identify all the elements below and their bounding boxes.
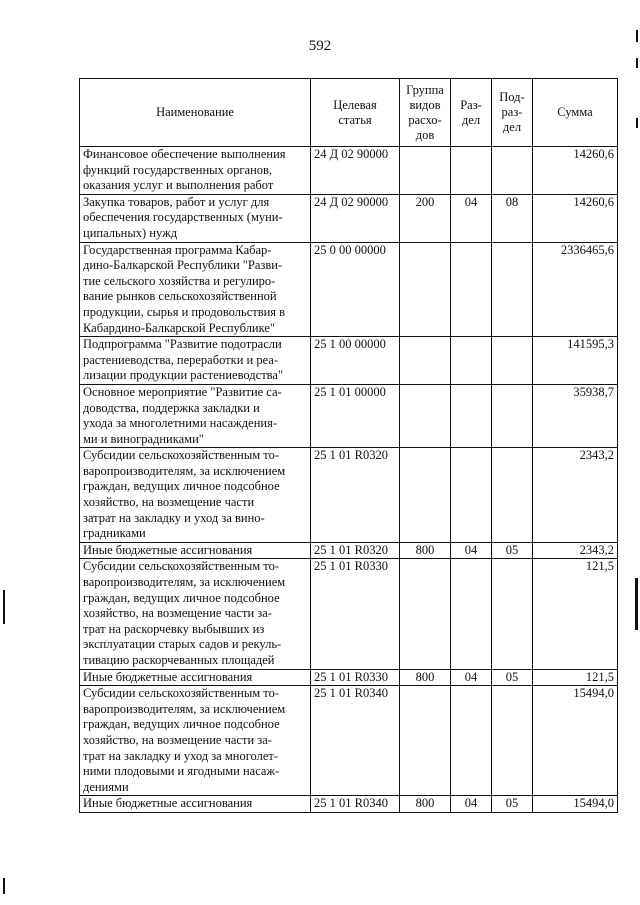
table-body [80,147,618,813]
scan-edge-mark [3,878,5,894]
cell-name-line: растениеводства, переработки и реа- [83,352,279,367]
cell-name-line: Финансовое обеспечение выполнения [83,147,286,161]
cell-name [80,669,311,686]
cell-name-line: доводства, поддержка закладки и [83,400,260,415]
cell-group: 200 [400,194,451,242]
cell-name-line: варопроизводителям, за исключением [83,701,286,716]
cell-group [400,384,451,447]
cell-section [451,448,492,543]
cell-name-line: трат на раскорчевку выбывших из [83,621,265,636]
cell-sum: 2343,2 [533,542,618,559]
cell-article: 25 1 01 R0340 [311,796,400,813]
cell-article: 25 1 01 R0330 [311,559,400,669]
scan-edge-mark [636,58,638,68]
cell-section [451,559,492,669]
budget-table [79,78,618,813]
header-article [311,79,400,147]
cell-sum: 121,5 [533,669,618,686]
cell-subsection [492,147,533,195]
cell-name-line: тие сельского хозяйства и регулиро- [83,273,276,288]
cell-name-line: Субсидии сельскохозяйственным то- [83,559,279,574]
cell-name-line: граждан, ведущих личное подсобное [83,590,280,605]
cell-subsection: 05 [492,669,533,686]
cell-section: 04 [451,669,492,686]
cell-name [80,796,311,813]
cell-name [80,384,311,447]
header-subsection-line: дел [502,120,522,134]
cell-name-line: граждан, ведущих личное подсобное [83,717,280,732]
cell-name-line: граждан, ведущих личное подсобное [83,479,280,494]
cell-group [400,686,451,796]
header-article-line: Целевая [333,97,377,112]
cell-subsection: 05 [492,796,533,813]
cell-group: 800 [400,669,451,686]
cell-sum: 14260,6 [533,147,618,195]
cell-subsection [492,384,533,447]
cell-name-line: Иные бюджетные ассигнования [83,796,253,811]
cell-group [400,337,451,385]
cell-article: 25 1 01 00000 [311,384,400,447]
cell-subsection [492,448,533,543]
header-group-line: Группа [406,82,444,97]
scan-edge-mark [636,118,638,128]
cell-subsection [492,337,533,385]
cell-section [451,337,492,385]
cell-name [80,242,311,337]
cell-group: 800 [400,542,451,559]
cell-name-line: хозяйство, на возмещение части за- [83,732,272,747]
cell-name-line: тивацию раскорчеванных площадей [83,653,275,667]
table-row [80,194,618,242]
cell-name-line: трат на закладку и уход за многолет- [83,748,279,763]
cell-name-line: Иные бюджетные ассигнования [83,669,253,684]
cell-name-line: варопроизводителям, за исключением [83,575,286,590]
cell-subsection [492,686,533,796]
cell-name-line: дениями [83,779,129,794]
table-row [80,796,618,813]
header-sum: Сумма [533,79,618,147]
cell-group: 800 [400,796,451,813]
cell-article: 25 1 00 00000 [311,337,400,385]
cell-name-line: хозяйство, на возмещение части за- [83,606,272,621]
cell-name-line: ухода за многолетними насаждения- [83,416,277,431]
header-row [80,79,618,147]
cell-article: 25 0 00 00000 [311,242,400,337]
cell-sum: 121,5 [533,559,618,669]
cell-name-line: ними плодовыми и ягодными насаж- [83,764,280,779]
header-article-line: статья [338,112,372,127]
cell-name-line: дино-Балкарской Республики "Разви- [83,258,283,273]
header-subsection-line: Под- [499,90,525,104]
cell-sum: 2343,2 [533,448,618,543]
cell-name-line: Государственная программа Кабар- [83,242,272,257]
cell-sum: 2336465,6 [533,242,618,337]
cell-name [80,194,311,242]
scan-edge-mark [635,578,638,630]
page-number: 592 [308,38,332,54]
cell-article: 24 Д 02 90000 [311,194,400,242]
cell-name-line: лизации продукции растениеводства" [83,368,284,383]
table-row [80,542,618,559]
cell-name-line: варопроизводителям, за исключением [83,463,286,478]
header-name: Наименование [80,79,311,147]
cell-section: 04 [451,796,492,813]
header-group-line: расхо- [408,112,442,127]
header-section-line: дел [461,112,481,127]
header-subsection-line: раз- [501,105,523,119]
table-row [80,384,618,447]
cell-group [400,448,451,543]
cell-sum: 14260,6 [533,194,618,242]
cell-name-line: оказания услуг и выполнения работ [83,178,274,193]
cell-article: 25 1 01 R0340 [311,686,400,796]
table-row [80,242,618,337]
scan-edge-mark [636,30,638,42]
cell-name-line: градниками [83,526,146,541]
table-row [80,559,618,669]
cell-name [80,542,311,559]
cell-name-line: ципальных) нужд [83,225,178,240]
cell-group [400,147,451,195]
header-section [451,79,492,147]
cell-group [400,559,451,669]
cell-name [80,686,311,796]
cell-section [451,686,492,796]
cell-name [80,337,311,385]
cell-name-line: Подпрограмма "Развитие подотрасли [83,337,282,352]
table-row [80,337,618,385]
header-group-line: дов [415,127,435,142]
cell-section [451,242,492,337]
cell-name-line: Субсидии сельскохозяйственным то- [83,686,279,701]
cell-name-line: Субсидии сельскохозяйственным то- [83,448,279,463]
cell-name-line: затрат на закладку и уход за вино- [83,510,265,525]
header-subsection [492,79,533,147]
cell-section: 04 [451,542,492,559]
table-row [80,686,618,796]
scan-edge-mark [3,590,5,624]
cell-article: 25 1 01 R0320 [311,542,400,559]
cell-article: 24 Д 02 90000 [311,147,400,195]
cell-sum: 141595,3 [533,337,618,385]
table-row [80,448,618,543]
cell-sum: 15494,0 [533,796,618,813]
cell-sum: 15494,0 [533,686,618,796]
cell-article: 25 1 01 R0320 [311,448,400,543]
cell-section [451,384,492,447]
header-group [400,79,451,147]
cell-name-line: эксплуатации старых садов и рекуль- [83,637,282,652]
cell-section: 04 [451,194,492,242]
cell-subsection [492,242,533,337]
cell-name-line: ми и виноградниками" [83,431,204,446]
cell-name-line: хозяйство, на возмещение части [83,495,255,510]
cell-name-line: продукции, сырья и продовольствия в [83,304,286,319]
cell-name-line: функций государственных органов, [83,162,273,177]
table-row [80,669,618,686]
cell-name-line: Основное мероприятие "Развитие са- [83,384,282,399]
cell-name [80,147,311,195]
header-group-line: видов [409,97,441,112]
cell-name-line: обеспечения государственных (муни- [83,210,283,225]
cell-section [451,147,492,195]
cell-subsection [492,559,533,669]
table-row [80,147,618,195]
cell-group [400,242,451,337]
cell-name-line: Иные бюджетные ассигнования [83,542,253,557]
cell-subsection: 08 [492,194,533,242]
cell-subsection: 05 [492,542,533,559]
cell-name-line: вание рынков сельскохозяйственной [83,289,277,304]
cell-article: 25 1 01 R0330 [311,669,400,686]
cell-name [80,448,311,543]
cell-name [80,559,311,669]
cell-sum: 35938,7 [533,384,618,447]
cell-name-line: Кабардино-Балкарской Республике" [83,320,276,335]
cell-name-line: Закупка товаров, работ и услуг для [83,194,270,209]
header-section-line: Раз- [460,97,482,112]
